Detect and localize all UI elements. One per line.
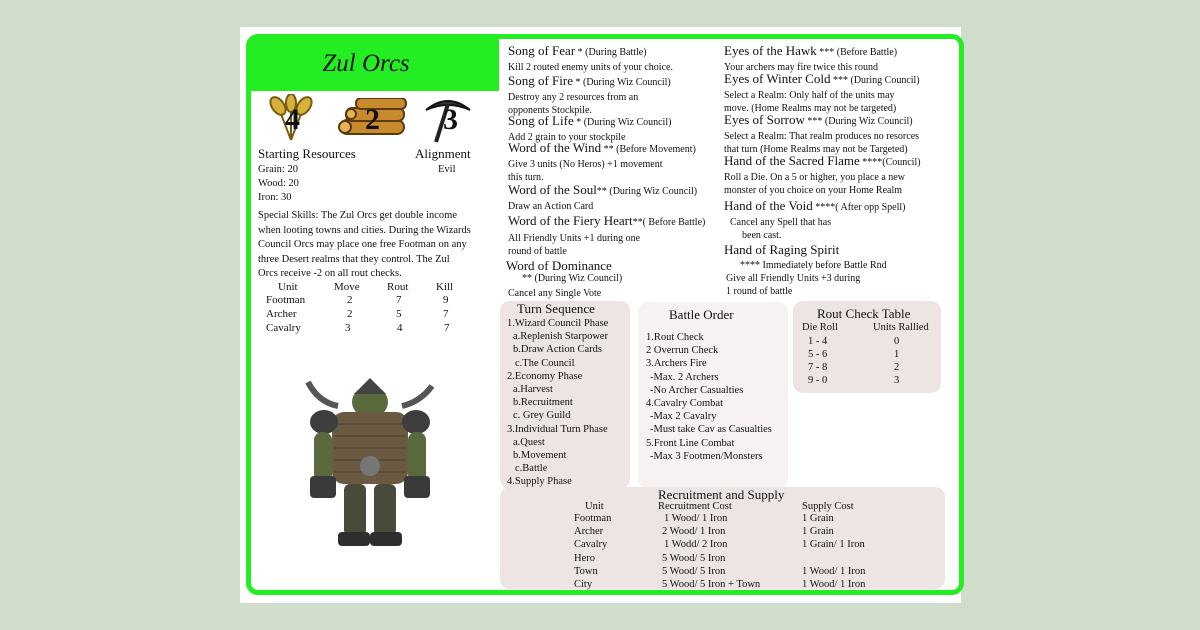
spell-desc: Roll a Die. On a 5 or higher, you place a new xyxy=(724,172,905,183)
spell-entry xyxy=(506,259,622,300)
table-cell: 7 xyxy=(443,308,449,320)
table-cell: 0 xyxy=(894,336,900,347)
table-cell: 3 xyxy=(894,375,900,386)
spell-desc: Select a Realm: Only half of the units may xyxy=(724,90,895,101)
spell-entry xyxy=(508,141,696,184)
spell-entry xyxy=(508,74,671,117)
table-cell: Cavalry xyxy=(266,322,301,334)
spell-name: Hand of Raging Spirit xyxy=(724,242,840,257)
spell-desc: Give 3 units (No Heros) +1 movement xyxy=(508,159,663,170)
table-cell: 1 Wood/ 1 Iron xyxy=(802,566,866,577)
list-item: -Must take Cav as Casualties xyxy=(650,424,772,436)
list-item: a.Replenish Starpower xyxy=(513,331,609,343)
spell-name: Song of Life xyxy=(508,113,574,128)
list-item: 1.Rout Check xyxy=(646,332,704,343)
spell-timing: ** (During Wiz Council) xyxy=(596,186,698,197)
table-header: Move xyxy=(334,281,360,293)
table-header: Unit xyxy=(585,501,604,512)
list-item: a.Harvest xyxy=(513,384,553,396)
spell-desc: All Friendly Units +1 during one xyxy=(508,233,641,244)
spell-name: Song of Fire xyxy=(508,73,573,88)
table-cell: 3 xyxy=(345,322,351,334)
rout-check-title: Rout Check Table xyxy=(817,306,911,321)
iron-amount: Iron: 30 xyxy=(258,192,292,203)
spell-desc: Destroy any 2 resources from an xyxy=(508,92,639,103)
battle-order-title: Battle Order xyxy=(669,307,734,322)
spell-entry xyxy=(724,72,920,115)
special-skills-text: Special Skills: The Zul Orcs get double income when looting towns and cities. During the Wizards Council Orcs may place one free Footman on any three Desert realms that they control. The Zul Orcs receive -2 on all rout checks. xyxy=(258,210,471,279)
list-item: 2 Overrun Check xyxy=(646,345,719,357)
wood-amount: Wood: 20 xyxy=(258,178,299,189)
table-cell: 7 xyxy=(444,322,450,334)
spell-entry xyxy=(508,183,697,213)
spell-desc: Kill 2 routed enemy units of your choice. xyxy=(508,62,673,73)
list-item: c.The Council xyxy=(515,357,575,369)
spell-name: Hand of the Void xyxy=(724,198,813,213)
spell-name: Word of the Soul xyxy=(508,182,597,197)
table-cell: 1 Grain/ 1 Iron xyxy=(802,539,865,550)
alignment-value: Evil xyxy=(438,164,456,175)
table-cell: 4 xyxy=(397,322,403,334)
spell-desc: Cancel any Single Vote xyxy=(508,288,602,299)
list-item: -Max 3 Footmen/Monsters xyxy=(650,450,763,462)
table-cell: 5 xyxy=(396,308,402,320)
table-cell: 1 Wodd/ 2 Iron xyxy=(664,539,728,550)
turn-sequence-list xyxy=(507,317,608,489)
spell-desc: opponents Stockpile. xyxy=(508,105,592,116)
wood-icon-value: 2 xyxy=(365,103,380,136)
table-cell: 5 Wood/ 5 Iron + Town xyxy=(662,579,761,590)
table-cell: 1 Wood/ 1 Iron xyxy=(664,513,728,524)
list-item: 4.Cavalry Combat xyxy=(646,398,723,410)
spell-entry xyxy=(724,44,897,74)
spell-timing: * (During Battle) xyxy=(575,47,647,58)
spell-timing: ****( After opp Spell) xyxy=(812,202,906,213)
list-item: -Max. 2 Archers xyxy=(650,371,719,383)
list-item: c. Grey Guild xyxy=(513,410,571,422)
table-header: Recruitment Cost xyxy=(658,501,732,512)
spell-timing: ** (Before Movement) xyxy=(601,144,696,155)
spell-desc: Your archers may fire twice this round xyxy=(724,62,878,73)
spell-entry xyxy=(724,199,905,242)
list-item: -Max 2 Cavalry xyxy=(650,411,717,423)
spell-entry xyxy=(724,113,919,156)
table-cell: Hero xyxy=(574,553,595,564)
table-cell: Footman xyxy=(574,513,612,524)
spell-desc: Select a Realm: That realm produces no resorces xyxy=(724,131,920,142)
card-title: Zul Orcs xyxy=(322,50,410,77)
table-cell: City xyxy=(574,579,593,590)
spell-desc: 1 round of battle xyxy=(726,286,793,297)
table-cell: 1 Grain xyxy=(802,526,834,537)
table-header: Die Roll xyxy=(802,322,838,333)
table-cell: 2 Wood/ 1 Iron xyxy=(662,526,726,537)
spell-timing: * (During Wiz Council) xyxy=(573,117,672,128)
spell-name: Song of Fear xyxy=(508,43,576,58)
spell-entry xyxy=(724,243,887,298)
spell-name: Word of Dominance xyxy=(506,258,612,273)
list-item: b.Draw Action Cards xyxy=(513,344,602,356)
table-cell: 1 xyxy=(894,349,900,360)
orc-warrior-illustration xyxy=(300,372,440,550)
list-item: 3.Archers Fire xyxy=(646,358,707,370)
table-header: Unit xyxy=(278,281,298,293)
spell-timing: *** (Before Battle) xyxy=(816,47,898,58)
spell-name: Eyes of the Hawk xyxy=(724,43,817,58)
spell-name: Eyes of Winter Cold xyxy=(724,71,831,86)
table-cell: 2 xyxy=(894,362,900,373)
list-item: -No Archer Casualties xyxy=(650,384,744,396)
spell-desc: monster of you choice on your Home Realm xyxy=(724,185,903,196)
spell-desc: this turn. xyxy=(508,172,544,183)
recruitment-title: Recruitment and Supply xyxy=(658,487,785,502)
spell-name: Eyes of Sorrow xyxy=(724,112,805,127)
iron-icon-value: 3 xyxy=(443,103,458,136)
list-item: 4.Supply Phase xyxy=(507,476,572,488)
spell-desc: move. (Home Realms may not be targeted) xyxy=(724,103,897,114)
spell-desc: **** Immediately before Battle Rnd xyxy=(740,260,887,271)
table-cell: Town xyxy=(574,566,598,577)
table-cell: 9 xyxy=(443,294,449,306)
list-item: 1.Wizard Council Phase xyxy=(507,318,609,329)
spell-name: Word of the Wind xyxy=(508,140,602,155)
table-cell: 5 Wood/ 5 Iron xyxy=(662,566,726,577)
grain-icon-value: 4 xyxy=(285,103,300,136)
spell-desc: been cast. xyxy=(742,230,782,241)
table-cell: 5 - 6 xyxy=(808,349,828,360)
list-item: 5.Front Line Combat xyxy=(646,437,735,449)
grain-amount: Grain: 20 xyxy=(258,164,298,175)
table-cell: 7 - 8 xyxy=(808,362,828,373)
table-cell: 1 - 4 xyxy=(808,336,828,347)
table-cell: 2 xyxy=(347,294,353,306)
table-cell: 9 - 0 xyxy=(808,375,828,386)
spell-timing: ****(Council) xyxy=(859,157,921,168)
spell-desc: round of battle xyxy=(508,246,567,257)
table-cell: 2 xyxy=(347,308,353,320)
spell-desc: ** (During Wiz Council) xyxy=(522,273,623,284)
table-cell: Archer xyxy=(574,526,604,537)
spell-desc: Give all Friendly Units +3 during xyxy=(726,273,861,284)
list-item: c.Battle xyxy=(515,463,548,475)
spell-desc: that turn (Home Realms may not be Targeted) xyxy=(724,144,908,155)
table-header: Supply Cost xyxy=(802,501,854,512)
table-cell: 7 xyxy=(396,294,402,306)
spell-timing: *** (During Wiz Council) xyxy=(804,116,913,127)
table-cell: 1 Grain xyxy=(802,513,834,524)
table-header: Units Rallied xyxy=(873,322,929,333)
turn-sequence-title: Turn Sequence xyxy=(517,301,595,316)
table-cell: Archer xyxy=(266,308,297,320)
table-cell: Cavalry xyxy=(574,539,608,550)
table-header: Kill xyxy=(436,281,454,293)
alignment-heading: Alignment xyxy=(415,146,471,161)
spell-timing: * (During Wiz Council) xyxy=(573,77,671,88)
table-cell: Footman xyxy=(266,294,306,306)
table-cell: 5 Wood/ 5 Iron xyxy=(662,553,726,564)
special-skills-label: Special Skills xyxy=(258,210,316,221)
spell-desc: Draw an Action Card xyxy=(508,201,594,212)
list-item: 2.Economy Phase xyxy=(507,370,583,382)
spell-timing: *** (During Council) xyxy=(830,75,920,86)
spell-desc: Cancel any Spell that has xyxy=(730,217,832,228)
table-header: Rout xyxy=(387,281,409,293)
spell-entry xyxy=(508,214,705,258)
spell-entry xyxy=(508,44,673,74)
spell-timing: **( Before Battle) xyxy=(632,217,706,228)
list-item: b.Movement xyxy=(513,450,567,462)
list-item: 3.Individual Turn Phase xyxy=(507,423,608,435)
table-cell: 1 Wood/ 1 Iron xyxy=(802,579,866,590)
list-item: a.Quest xyxy=(513,436,545,448)
spell-desc: Add 2 grain to your stockpile xyxy=(508,132,626,143)
spell-name: Hand of the Sacred Flame xyxy=(724,153,860,168)
spell-name: Word of the Fiery Heart xyxy=(508,213,633,228)
spell-entry xyxy=(724,154,921,197)
battle-order-list xyxy=(646,331,772,463)
list-item: b.Recruitment xyxy=(513,397,573,409)
starting-resources-heading: Starting Resources xyxy=(258,146,356,161)
